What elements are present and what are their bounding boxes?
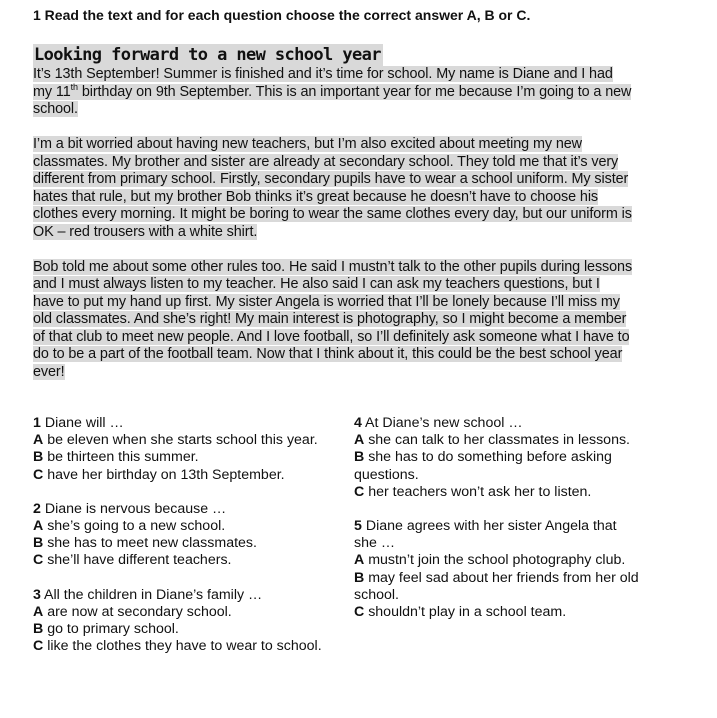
ordinal-suffix: th: [70, 81, 78, 92]
answer-option-c[interactable]: C shouldn’t play in a school team.: [354, 604, 567, 621]
answer-option-b[interactable]: B may feel sad about her friends from her old school.: [354, 569, 639, 603]
paragraph-3-text: Bob told me about some other rules too. He said I mustn’t talk to the other pupils during lessons and I must always listen to my teacher. He also said I can ask my teachers questions, but I have to put my hand up first. My sister Angela is worried that I’ll be lonely because I’ll miss my old classmates. And she’s right! My main interest is photography, so I might become a member of that club to meet new people. And I love football, so I’ll definitely ask someone what I have to do to be a part of the football team. Now that I think about it, this could be the best school year ever!: [33, 258, 633, 380]
exercise-instruction: 1 Read the text and for each question choose the correct answer A, B or C.: [33, 7, 531, 23]
answer-option-c[interactable]: C like the clothes they have to wear to school.: [33, 638, 322, 655]
article-paragraph-1: [33, 66, 633, 119]
questions-left-column: [33, 415, 323, 672]
answer-option-b[interactable]: B be thirteen this summer.: [33, 449, 199, 466]
answer-option-c[interactable]: C she’ll have different teachers.: [33, 552, 232, 569]
question-stem: Diane agrees with her sister Angela that she …: [354, 518, 617, 552]
answer-option-a[interactable]: A are now at secondary school.: [33, 603, 232, 620]
question-stem: Diane is nervous because …: [40, 500, 227, 517]
article-paragraph-3: [33, 259, 633, 382]
answer-option-c[interactable]: C her teachers won’t ask her to listen.: [354, 483, 592, 500]
answer-option-a[interactable]: A she can talk to her classmates in lessons.: [354, 432, 630, 449]
paragraph-2-text: I’m a bit worried about having new teachers, but I’m also excited about meeting my new classmates. My brother and sister are already at secondary school. They told me that it’s very different from primary school. Firstly, secondary pupils have to wear a school uniform. My sister hates that rule, but my brother Bob thinks it’s great because he doesn’t have to choose his clothes every morning. It might be boring to wear the same clothes every day, but our uniform is OK – red trousers with a white shirt.: [33, 136, 632, 240]
article-title: Looking forward to a new school year: [34, 45, 381, 65]
question-2: [33, 501, 323, 570]
answer-option-b[interactable]: B she has to do something before asking questions.: [354, 449, 612, 483]
question-number: 1: [33, 415, 41, 431]
questions-right-column: [354, 415, 639, 638]
question-number: 3: [33, 586, 41, 603]
answer-option-a[interactable]: A she’s going to a new school.: [33, 518, 226, 535]
question-number: 5: [354, 518, 362, 535]
answer-option-b[interactable]: B she has to meet new classmates.: [33, 535, 257, 552]
paragraph-1-text-end: birthday on 9th September. This is an important year for me because I’m going to a new school.: [33, 83, 632, 117]
question-5: [354, 518, 639, 621]
question-number: 4: [354, 415, 362, 431]
answer-option-b[interactable]: B go to primary school.: [33, 621, 179, 638]
paragraph-1-text-start: It’s 13th September! Summer is finished and it’s time for school. My name is Diane and I had my 11: [33, 66, 613, 100]
answer-option-a[interactable]: A mustn’t join the school photography club.: [354, 552, 626, 569]
question-1: [33, 415, 323, 484]
question-stem: Diane will …: [40, 415, 124, 431]
question-stem: All the children in Diane’s family …: [40, 586, 263, 603]
answer-option-a[interactable]: A be eleven when she starts school this year.: [33, 432, 318, 449]
article-paragraph-2: [33, 136, 633, 241]
question-stem: At Diane’s new school …: [361, 415, 523, 431]
answer-option-c[interactable]: C have her birthday on 13th September.: [33, 466, 285, 483]
question-3: [33, 587, 323, 656]
question-number: 2: [33, 500, 41, 517]
reading-text: [33, 44, 633, 381]
question-4: [354, 415, 639, 501]
